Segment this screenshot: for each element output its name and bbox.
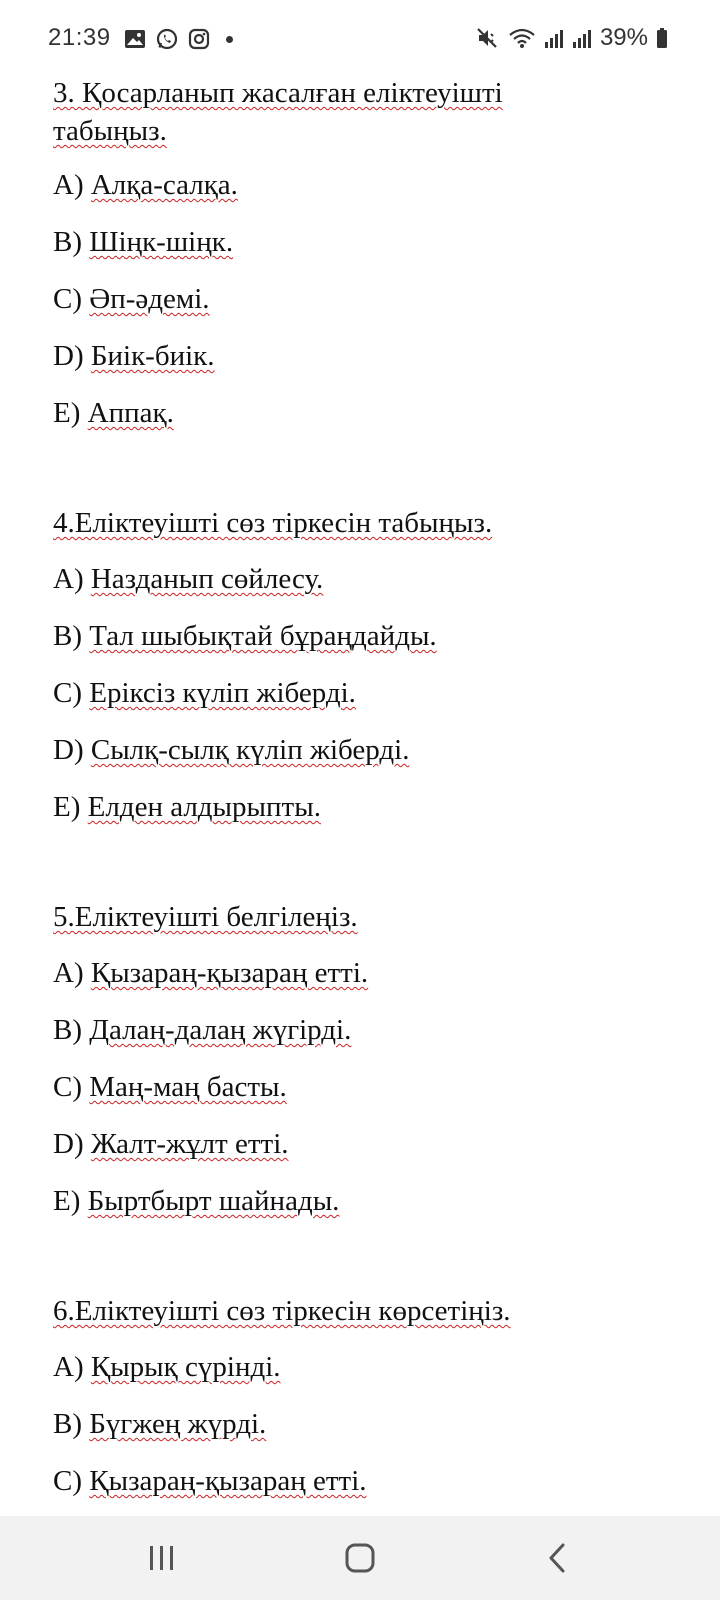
back-icon[interactable]	[538, 1540, 578, 1576]
question-3-title-line-1: 3. Қосарланып жасалған еліктеуішті	[53, 77, 503, 109]
recent-apps-icon[interactable]	[142, 1540, 182, 1576]
question-6-option-c: C) Қызараң-қызараң етті.	[53, 1465, 367, 1497]
question-3-option-d: D) Биік-биік.	[53, 340, 215, 372]
question-6-option-b: B) Бүгжең жүрді.	[53, 1408, 267, 1440]
home-icon[interactable]	[340, 1540, 380, 1576]
question-3-option-b: B) Шіңк-шіңк.	[53, 226, 234, 258]
question-5-option-c: C) Маң-маң басты.	[53, 1071, 287, 1103]
status-time: 21:39	[48, 24, 111, 51]
question-3-option-e: E) Аппақ.	[53, 397, 174, 429]
battery-level: 39%	[599, 24, 648, 51]
question-5-option-e: E) Быртбырт шайнады.	[53, 1185, 340, 1217]
question-6-title: 6.Еліктеуішті сөз тіркесін көрсетіңіз.	[53, 1295, 511, 1327]
question-5-option-a: A) Қызараң-қызараң етті.	[53, 957, 369, 989]
question-3-option-a: A) Алқа-салқа.	[53, 169, 238, 201]
question-5-option-d: D) Жалт-жұлт етті.	[53, 1128, 289, 1160]
question-4-title: 4.Еліктеуішті сөз тіркесін табыңыз.	[53, 507, 493, 539]
question-6-option-a: A) Қырық сүрінді.	[53, 1351, 281, 1383]
question-3-title-line-2: табыңыз.	[53, 115, 167, 147]
question-4-option-a: A) Назданып сөйлесу.	[53, 563, 324, 595]
question-4-option-c: C) Еріксіз күліп жіберді.	[53, 677, 356, 709]
question-5-title: 5.Еліктеуішті белгілеңіз.	[53, 901, 358, 933]
question-4-option-e: E) Елден алдырыпты.	[53, 791, 321, 823]
question-4-option-b: B) Тал шыбықтай бұраңдайды.	[53, 620, 437, 652]
question-4-option-d: D) Сылқ-сылқ күліп жіберді.	[53, 734, 410, 766]
question-5-option-b: B) Далаң-далаң жүгірді.	[53, 1014, 352, 1046]
navigation-bar	[0, 1516, 720, 1600]
question-3-option-c: C) Әп-әдемі.	[53, 283, 210, 315]
